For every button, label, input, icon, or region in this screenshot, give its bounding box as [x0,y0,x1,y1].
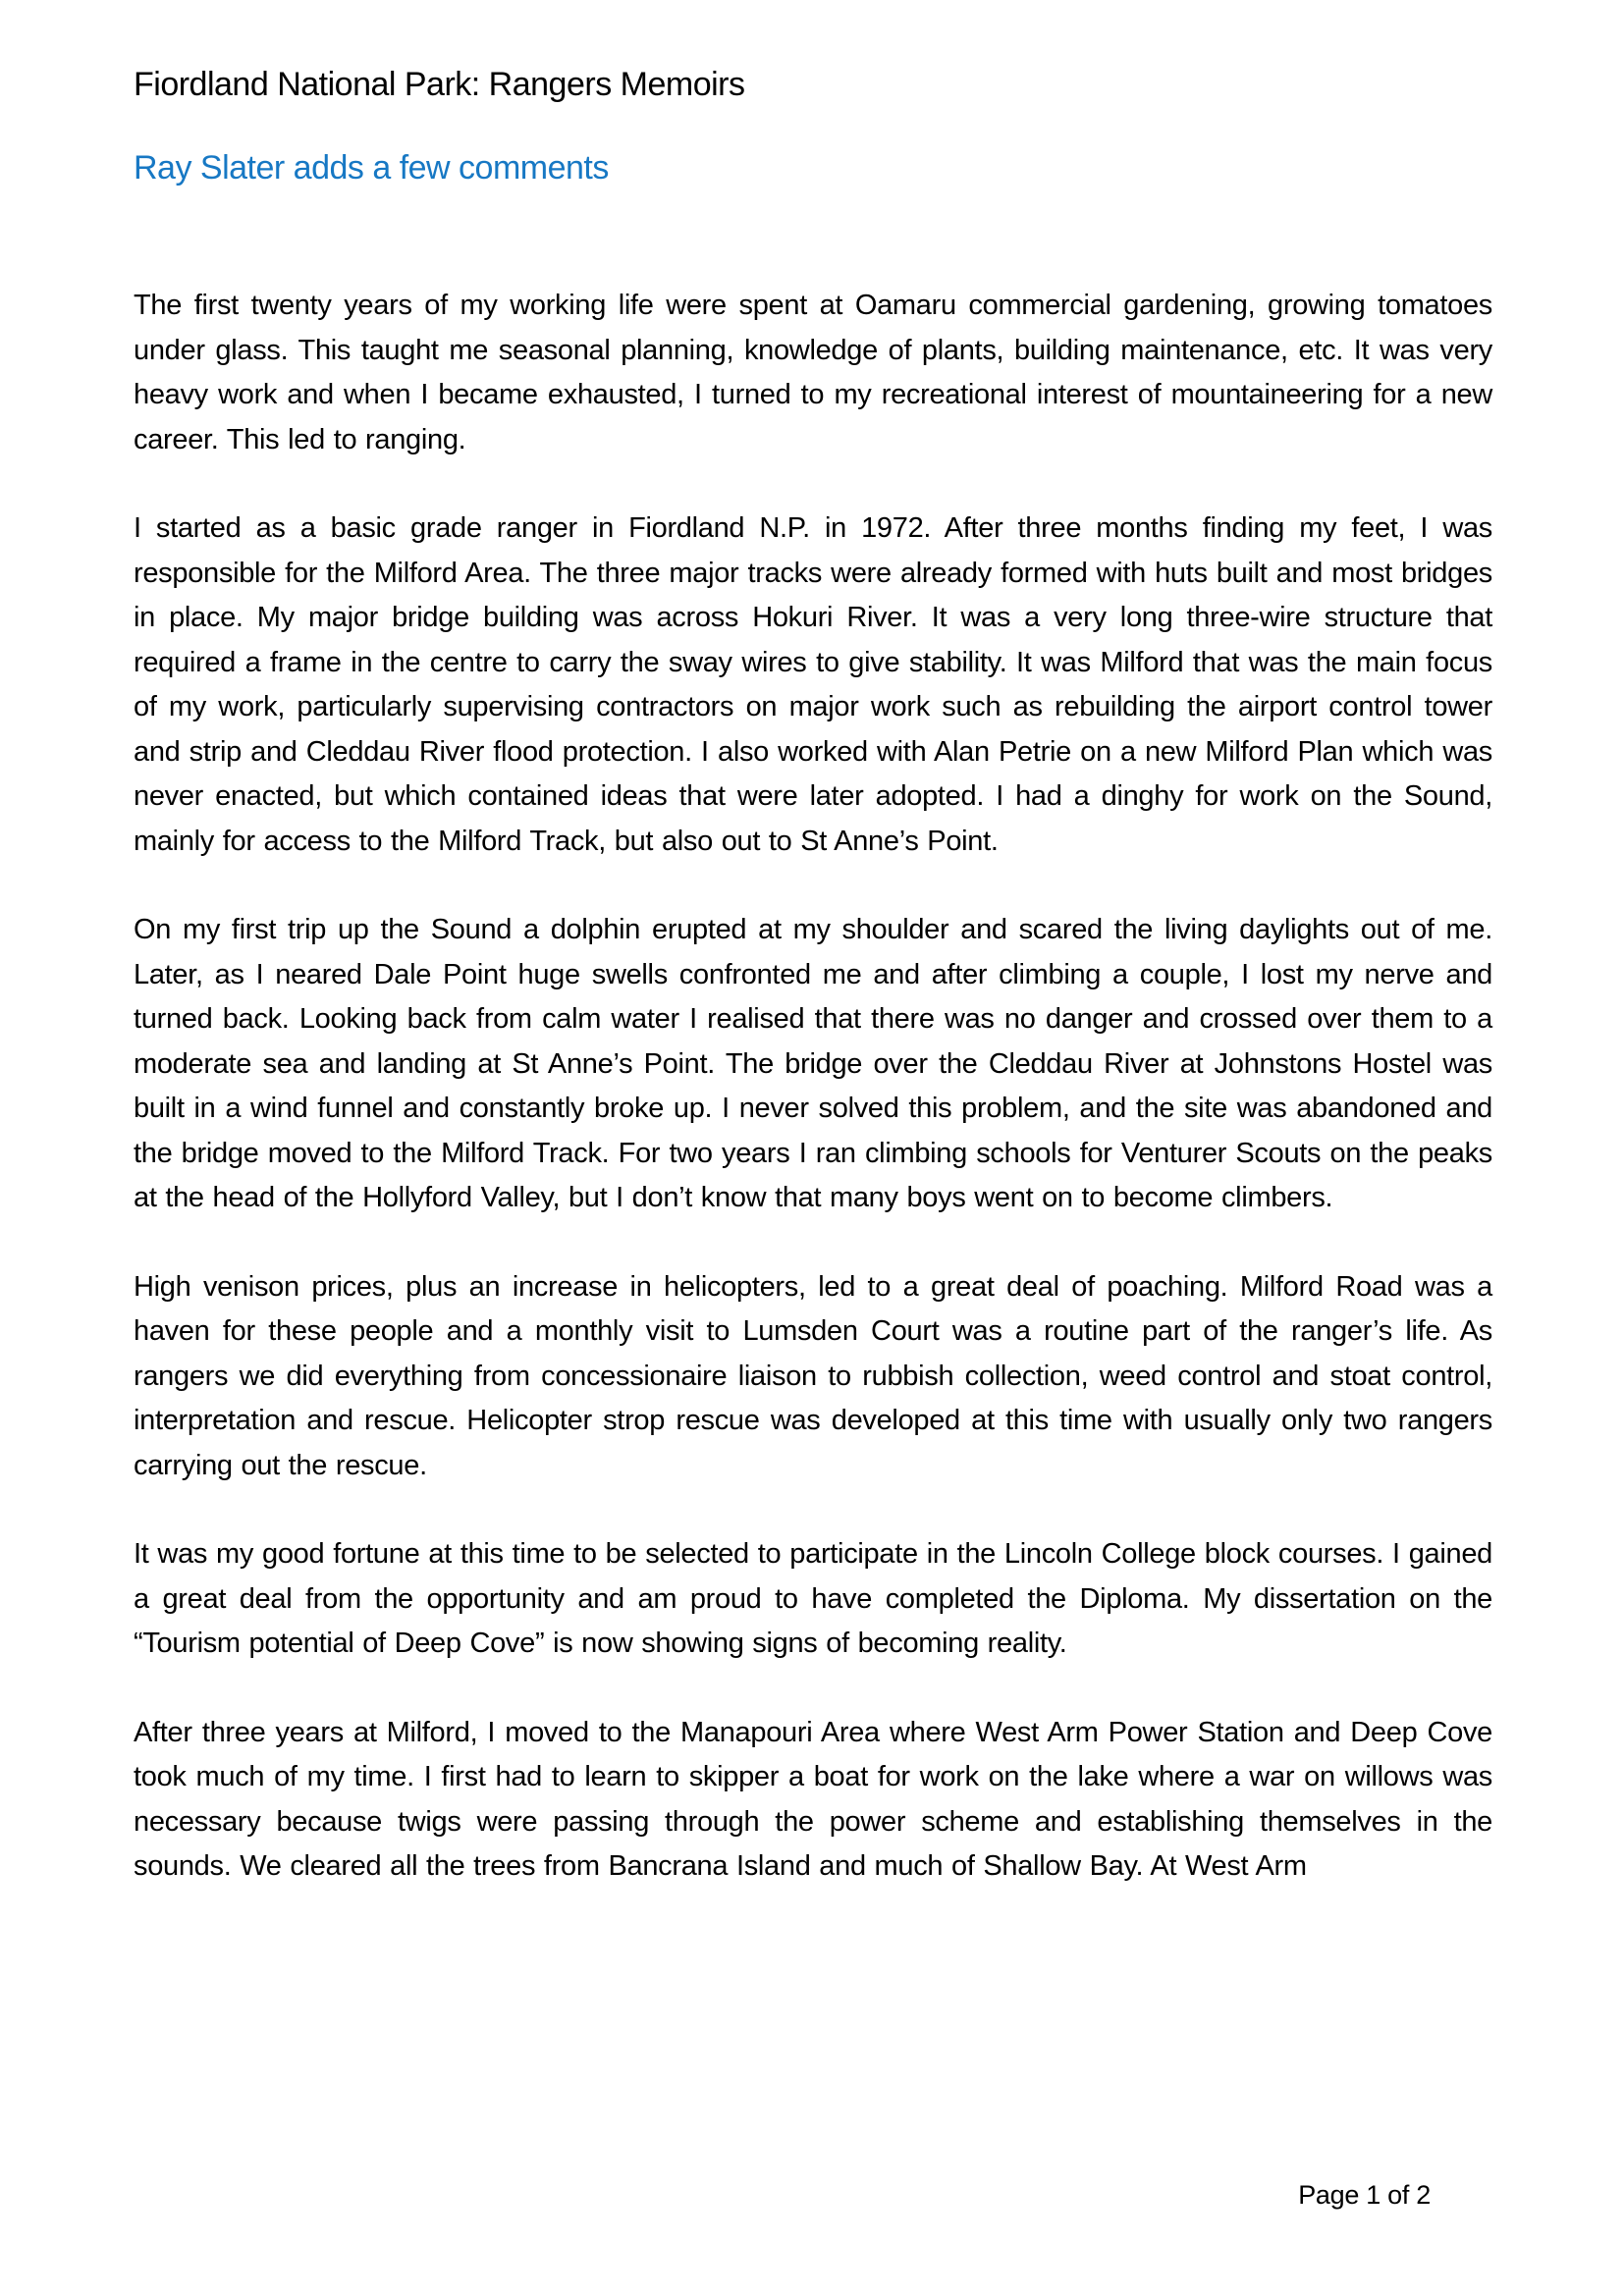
paragraph-1: The first twenty years of my working life were spent at Oamaru commercial gardening, growing tomatoes under glass. This taught me seasonal planning, knowledge of plants, building maintenance, etc. It was very heavy work and when I became exhausted, I turned to my recreational interest of mountaineering for a new career. This led to ranging. [134,290,1492,455]
paragraph-3: On my first trip up the Sound a dolphin erupted at my shoulder and scared the living daylights out of me. Later, as I neared Dale Point huge swells confronted me and after climbing a couple, I lost my nerve and turned back. Looking back from calm water I realised that there was no danger and crossed over them to a moderate sea and landing at St Anne’s Point. The bridge over the Cleddau River at Johnstons Hostel was built in a wind funnel and constantly broke up. I never solved this problem, and the site was abandoned and the bridge moved to the Milford Track. For two years I ran climbing schools for Venturer Scouts on the peaks at the head of the Hollyford Valley, but I don’t know that many boys went on to become climbers. [134,914,1492,1213]
paragraph-4: High venison prices, plus an increase in helicopters, led to a great deal of poaching. Milford Road was a haven for these people and a monthly visit to Lumsden Court was a routine part of the ranger’s life. As rangers we did everything from concessionaire liaison to rubbish collection, weed control and stoat control, interpretation and rescue. Helicopter strop rescue was developed at this time with usually only two rangers carrying out the rescue. [134,1270,1492,1481]
paragraph-2: I started as a basic grade ranger in Fiordland N.P. in 1972. After three months finding my feet, I was responsible for the Milford Area. The three major tracks were already formed with huts built and most bridges in place. My major bridge building was across Hokuri River. It was a very long three-wire structure that required a frame in the centre to carry the sway wires to give stability. It was Milford that was the main focus of my work, particularly supervising contractors on major work such as rebuilding the airport control tower and strip and Cleddau River flood protection. I also worked with Alan Petrie on a new Milford Plan which was never enacted, but which contained ideas that were later adopted. I had a dinghy for work on the Sound, mainly for access to the Milford Track, but also out to St Anne’s Point. [134,512,1492,857]
paragraph-5: It was my good fortune at this time to be selected to participate in the Lincoln College block courses. I gained a great deal from the opportunity and am proud to have completed the Diploma. My dissertation on the “Tourism potential of Deep Cove” is now showing signs of becoming reality. [134,1538,1492,1659]
page-title: Fiordland National Park: Rangers Memoirs [134,66,745,103]
paragraph-6: After three years at Milford, I moved to the Manapouri Area where West Arm Power Station and Deep Cove took much of my time. I first had to learn to skipper a boat for work on the lake where a war on willows was necessary because twigs were passing through the power scheme and establishing themselves in the sounds. We cleared all the trees from Bancrana Island and much of Shallow Bay. At West Arm [134,1716,1492,1882]
document-content [134,63,1492,1890]
section-heading: Ray Slater adds a few comments [134,149,609,187]
body-text [134,284,1492,1890]
page-footer: Page 1 of 2 [1298,2180,1431,2210]
